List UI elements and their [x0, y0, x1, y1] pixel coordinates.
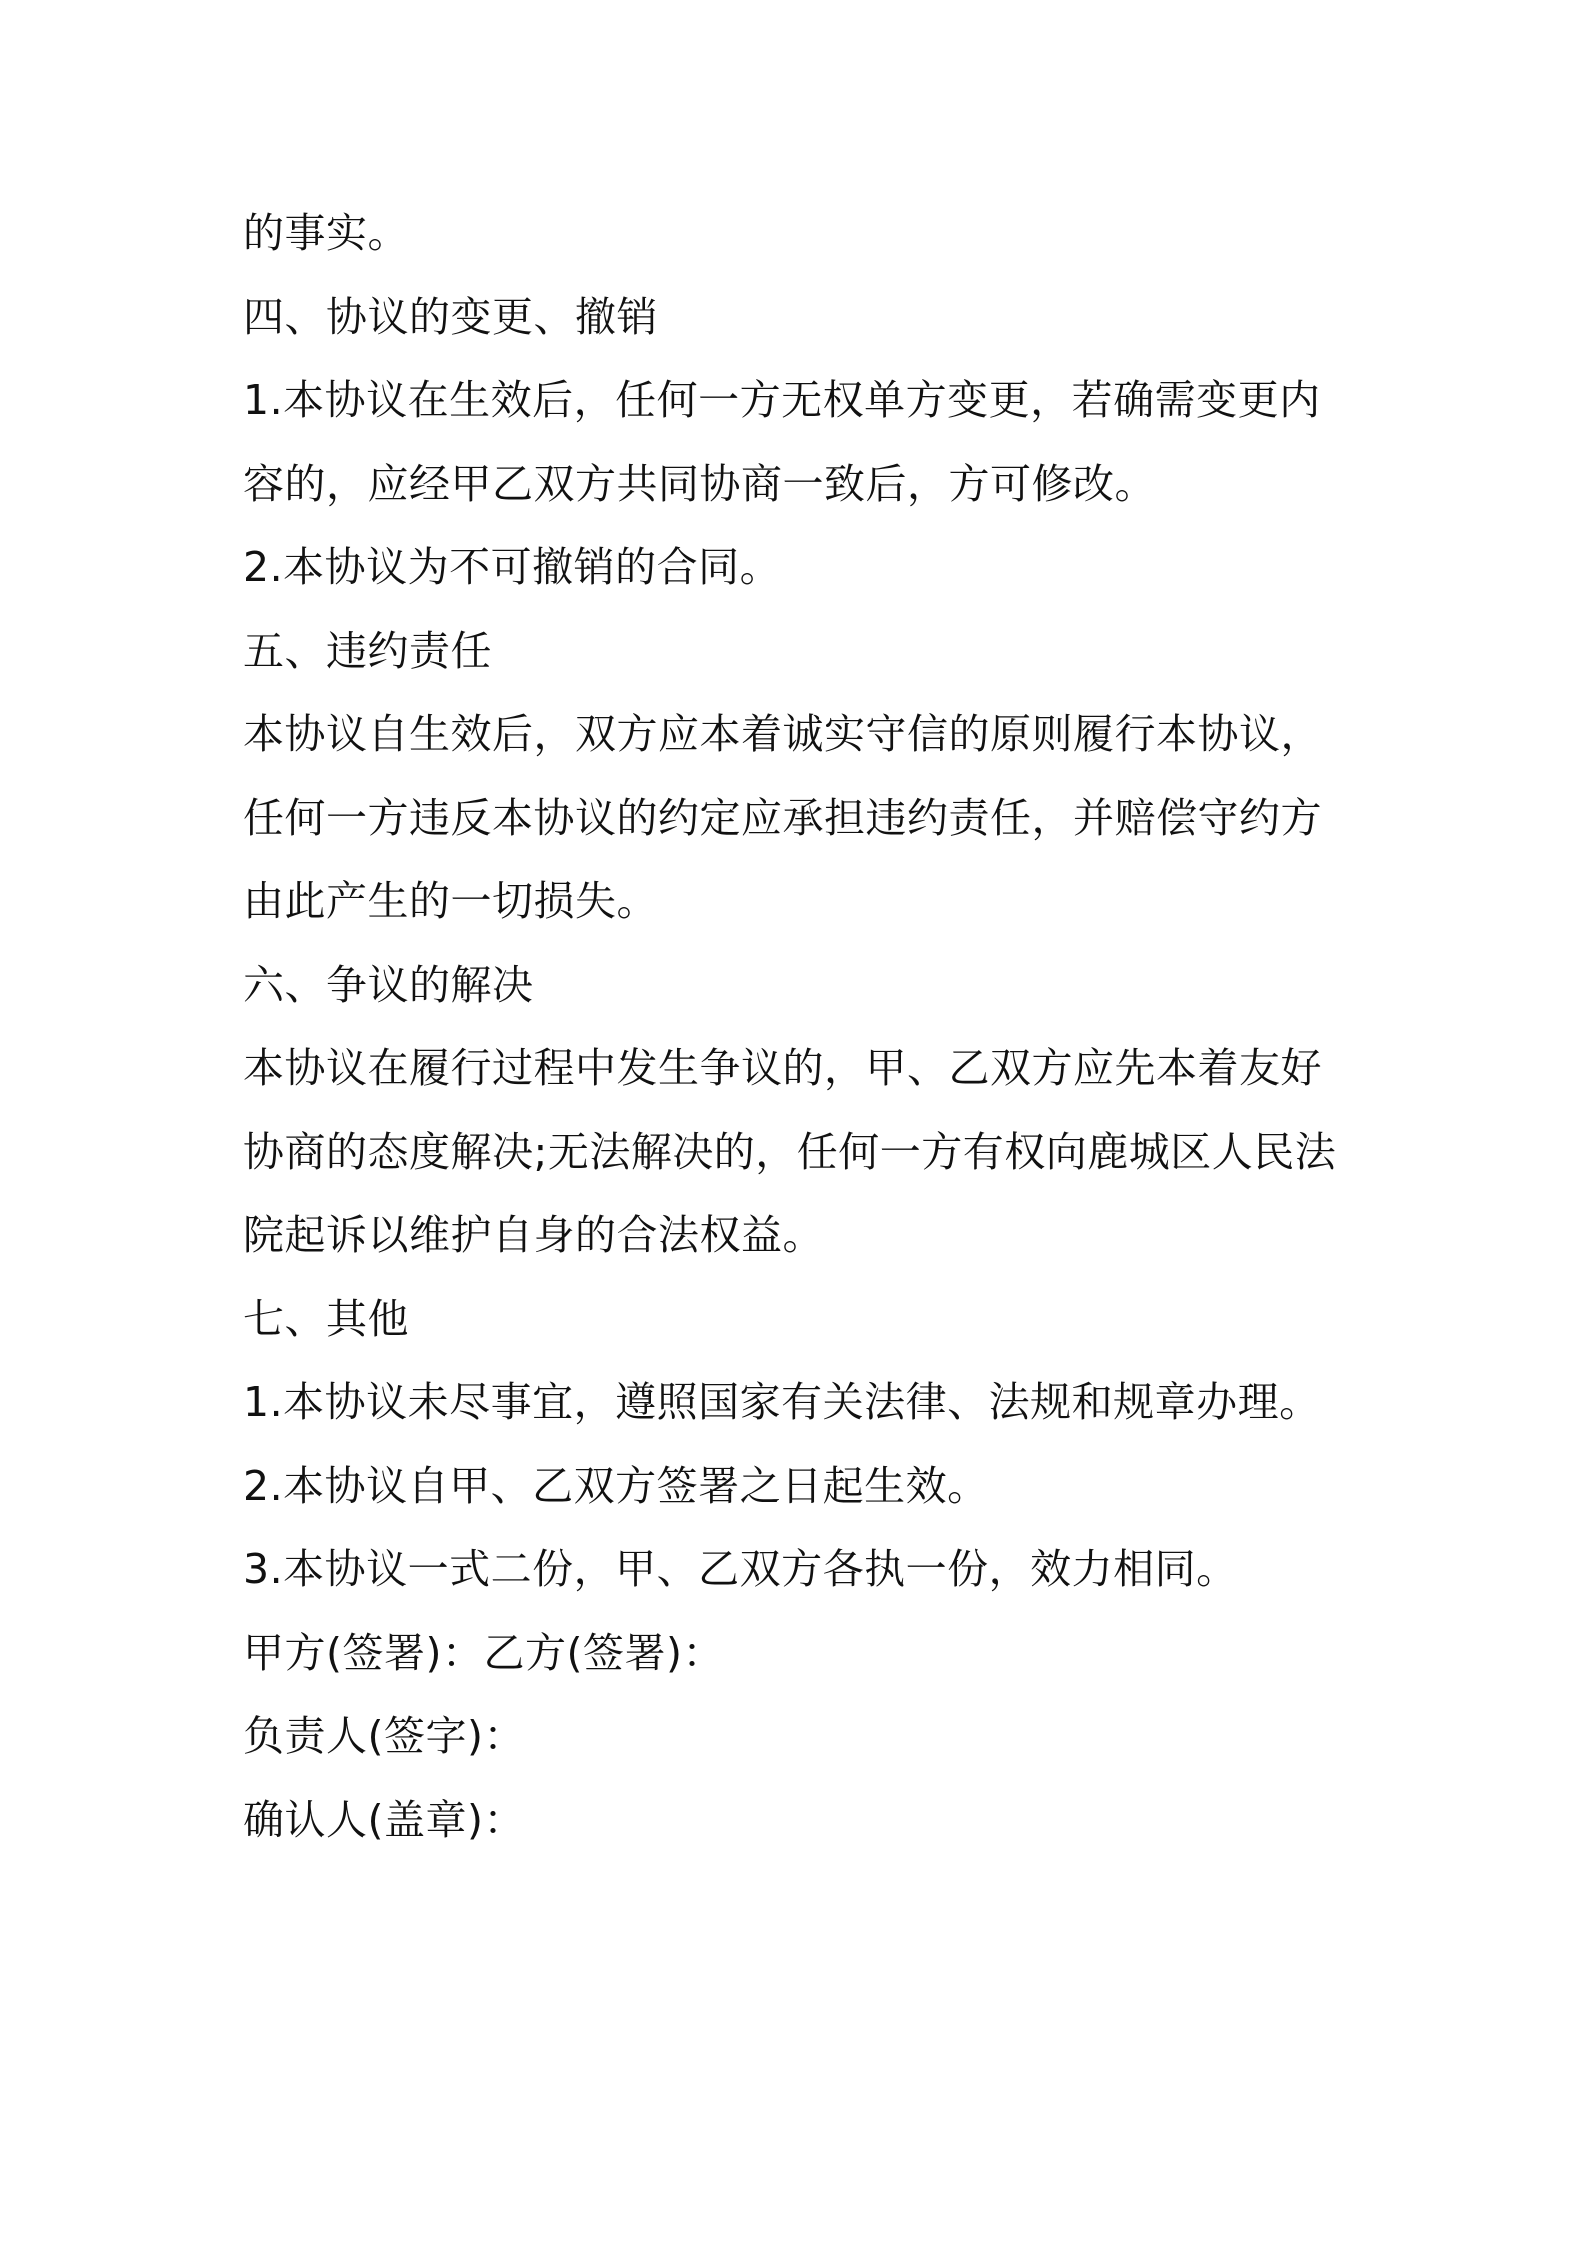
text-line: 1.本协议未尽事宜，遵照国家有关法律、法规和规章办理。: [243, 1378, 1321, 1426]
section-heading-modification: 四、协议的变更、撤销: [243, 292, 658, 341]
text-line: 任何一方违反本协议的约定应承担违约责任，并赔偿守约方: [243, 793, 1322, 842]
text-line: 容的，应经甲乙双方共同协商一致后，方可修改。: [243, 459, 1156, 508]
document-body: [243, 192, 1353, 1862]
signature-line-seal: 确认人(盖章)：: [243, 1795, 525, 1844]
text-line: 的事实。: [243, 209, 409, 257]
section-heading-dispute: 六、争议的解决: [243, 960, 534, 1009]
section-heading-liability: 五、违约责任: [243, 626, 492, 675]
text-line: 本协议在履行过程中发生争议的，甲、乙双方应先本着友好: [243, 1044, 1322, 1092]
text-line: 3.本协议一式二份，甲、乙双方各执一份，效力相同。: [243, 1545, 1238, 1593]
text-line: 1.本协议在生效后，任何一方无权单方变更，若确需变更内: [243, 376, 1321, 424]
signature-line-responsible: 负责人(签字)：: [243, 1712, 525, 1760]
text-line: 院起诉以维护自身的合法权益。: [243, 1211, 824, 1259]
section-heading-other: 七、其他: [243, 1294, 409, 1343]
signature-line-parties: 甲方(签署)：乙方(签署)：: [243, 1628, 724, 1677]
text-line: 协商的态度解决;无法解决的，任何一方有权向鹿城区人民法: [243, 1127, 1337, 1176]
text-line: 本协议自生效后，双方应本着诚实守信的原则履行本协议，: [243, 710, 1322, 758]
text-line: 2.本协议自甲、乙双方签署之日起生效。: [243, 1461, 989, 1510]
text-line: 2.本协议为不可撤销的合同。: [243, 543, 782, 591]
text-line: 由此产生的一切损失。: [243, 877, 658, 925]
